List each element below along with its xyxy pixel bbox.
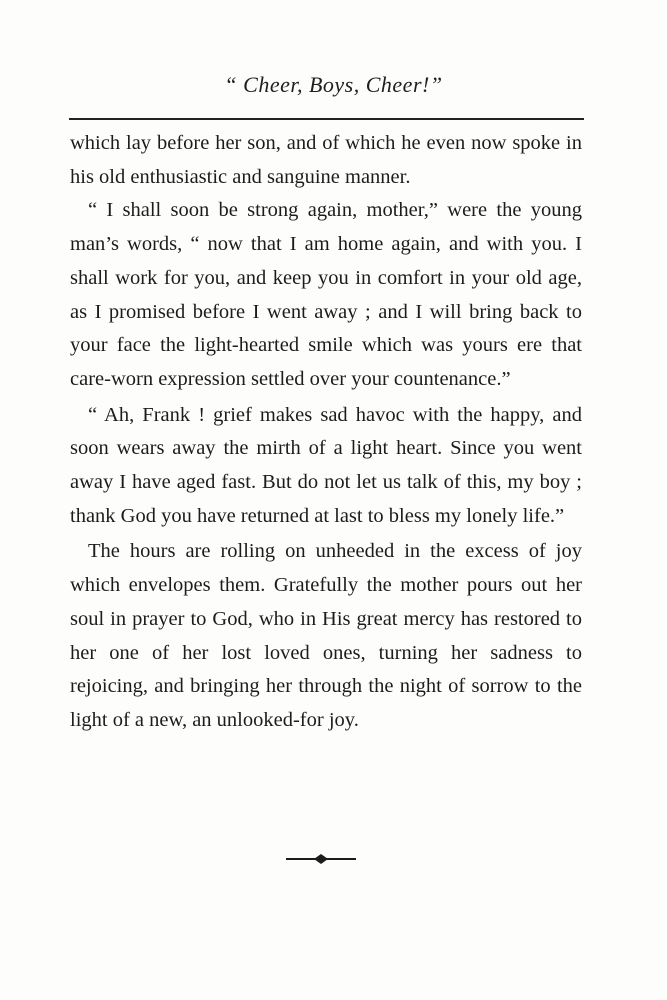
paragraph-mother-reply: “ Ah, Frank ! grief makes sad havoc with the happy, and soon wears away the mirth of a light heart. Since you went away I have aged fast. But do not let us talk of this, my boy ; thank God you have returned at last to bless my lonely life.” (70, 403, 582, 527)
diamond-rule-ornament-icon (286, 852, 356, 866)
header-rule (69, 118, 584, 120)
running-head: “ Cheer, Boys, Cheer!” (224, 72, 443, 97)
paragraph-conclusion: The hours are rolling on unheeded in the excess of joy which envelopes them. Gratefully the mother pours out her soul in prayer to God, who in His great mercy has restored to her one of her lost loved ones, turning her sadness to rejoicing, and bringing her through the night of sorrow to the light of a new, an unlooked-for joy. (70, 540, 582, 731)
paragraph-continuation: which lay before her son, and of which he even now spoke in his old enthusiastic and sanguine manner. (70, 132, 582, 188)
body-text (70, 127, 582, 738)
paragraph-frank-speech: “ I shall soon be strong again, mother,” were the young man’s words, “ now that I am home again, and with you. I shall work for you, and keep you in comfort in your old age, as I promised before I went away ; and I will bring back to your face the light-hearted smile which was yours ere that care-worn expression settled over your countenance.” (70, 199, 582, 390)
